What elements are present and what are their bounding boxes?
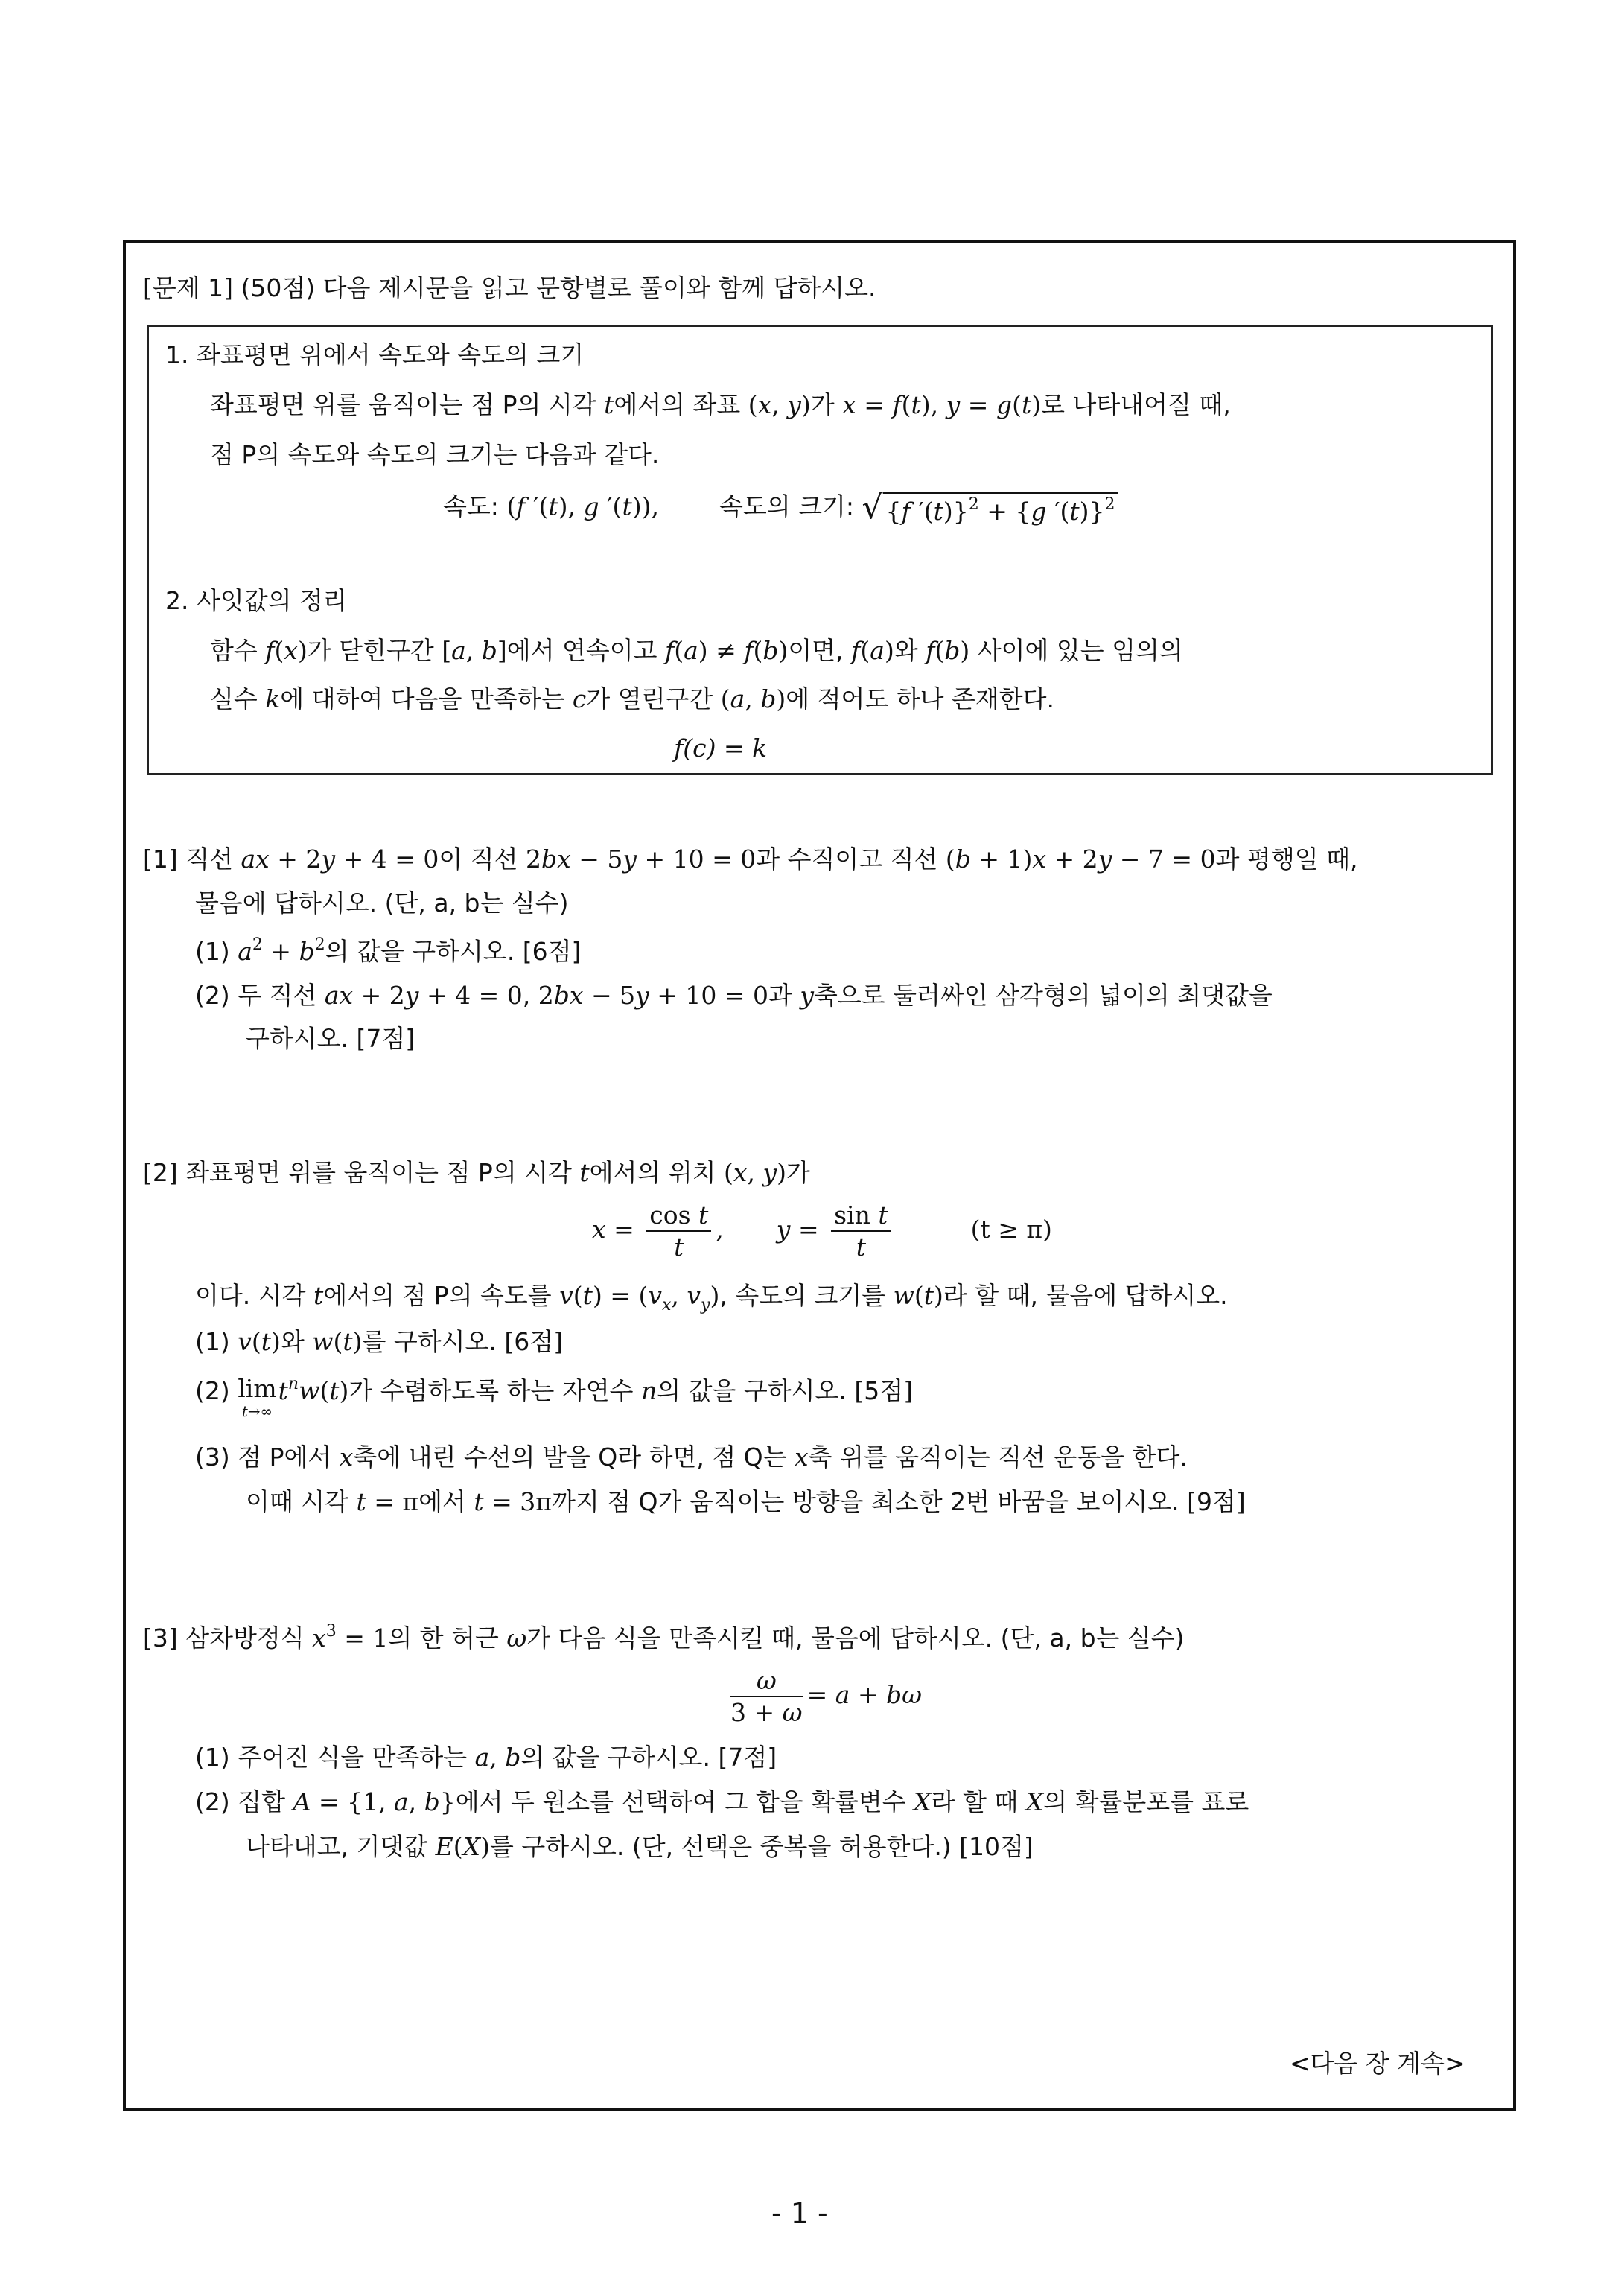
passage-section-2-title: 2. 사잇값의 정리 xyxy=(165,586,347,615)
q2-sub-3-line-2: 이때 시각 t = π에서 t = 3π까지 점 Q가 움직이는 방향을 최소한 2번 바꿈을 보이시오. [9점] xyxy=(246,1487,1246,1516)
q3-sub-2: (2) 집합 A = {1, a, b}에서 두 원소를 선택하여 그 합을 확률변수 X라 할 때 X의 확률분포를 표로 xyxy=(195,1787,1249,1816)
passage-section-1-line-2: 점 P의 속도와 속도의 크기는 다음과 같다. xyxy=(210,440,660,469)
q2-sub-2: (2) lim t→∞ $t^nw(t)$가 수렴하도록 하는 자연수 n의 값을 구하시오. [5점] xyxy=(195,1374,913,1420)
q3-sub-1: (1) 주어진 식을 만족하는 a, b의 값을 구하시오. [7점] xyxy=(195,1743,777,1772)
page-number: - 1 - xyxy=(771,2197,828,2230)
q2-position-formula: x = $\frac{\text{cos t}}{t}$ , y = $\frac{\text{sin t}}{t}$ (t ≥ π) xyxy=(592,1201,1052,1262)
q1-sub-1: (1) $a^2 + b^2$의 값을 구하시오. [6점] xyxy=(195,935,582,966)
continue-note: <다음 장 계속> xyxy=(1290,2049,1465,2078)
q1-sub-2: (2) 두 직선 ax + 2y + 4 = 0, 2bx − 5y + 10 = 0과 y축으로 둘러싸인 삼각형의 넓이의 최댓값을 xyxy=(195,981,1273,1010)
q3-equation: $\frac{\omega}{3 + \omega}$ = a + bω xyxy=(730,1666,923,1727)
q3-sub-2-line-2: 나타내고, 기댓값 E(X)를 구하시오. (단, 선택은 중복을 허용한다.) [10점] xyxy=(246,1832,1034,1861)
q1-line-1: [1] 직선 ax + 2y + 4 = 0이 직선 2bx − 5y + 10 = 0과 수직이고 직선 (b + 1)x + 2y − 7 = 0과 평행일 때, xyxy=(143,845,1358,874)
q2-line-1: [2] 좌표평면 위를 움직이는 점 P의 시각 t에서의 위치 (x, y)가 xyxy=(143,1158,810,1187)
passage-section-2-line-1: 함수 f(x)가 닫힌구간 [a, b]에서 연속이고 f(a) ≠ f(b)이면, f(a)와 f(b) 사이에 있는 임의의 xyxy=(210,636,1183,665)
q2-sub-3: (3) 점 P에서 x축에 내린 수선의 발을 Q라 하면, 점 Q는 x축 위를 움직이는 직선 운동을 한다. xyxy=(195,1443,1188,1472)
q3-line-1: [3] 삼차방정식 $x^3 = 1$의 한 허근 ω가 다음 식을 만족시킬 때, 물음에 답하시오. (단, a, b는 실수) xyxy=(143,1622,1185,1653)
velocity-formula: 속도: (f ′(t), g ′(t)), 속도의 크기: √ {f ′(t)}$^2$ + {g ′(t)}$^2$ xyxy=(443,492,1118,524)
q1-sub-2-line-2: 구하시오. [7점] xyxy=(246,1024,415,1053)
passage-section-2-line-2: 실수 k에 대하여 다음을 만족하는 c가 열린구간 (a, b)에 적어도 하나 존재한다. xyxy=(210,684,1055,713)
q2-sub-1: (1) v(t)와 w(t)를 구하시오. [6점] xyxy=(195,1327,564,1356)
q1-line-2: 물음에 답하시오. (단, a, b는 실수) xyxy=(195,888,569,918)
problem-header: [문제 1] (50점) 다음 제시문을 읽고 문항별로 풀이와 함께 답하시오. xyxy=(143,273,876,302)
q2-line-2: 이다. 시각 t에서의 점 P의 속도를 $v(t) = (v_x$, $v_y$), 속도의 크기를 w(t)라 할 때, 물음에 답하시오. xyxy=(195,1281,1228,1314)
passage-section-1-title: 1. 좌표평면 위에서 속도와 속도의 크기 xyxy=(165,340,585,369)
passage-section-1-line-1: 좌표평면 위를 움직이는 점 P의 시각 t에서의 좌표 (x, y)가 x = f(t), y = g(t)로 나타내어질 때, xyxy=(210,390,1231,419)
intermediate-value-formula: f(c) = k xyxy=(674,734,768,763)
